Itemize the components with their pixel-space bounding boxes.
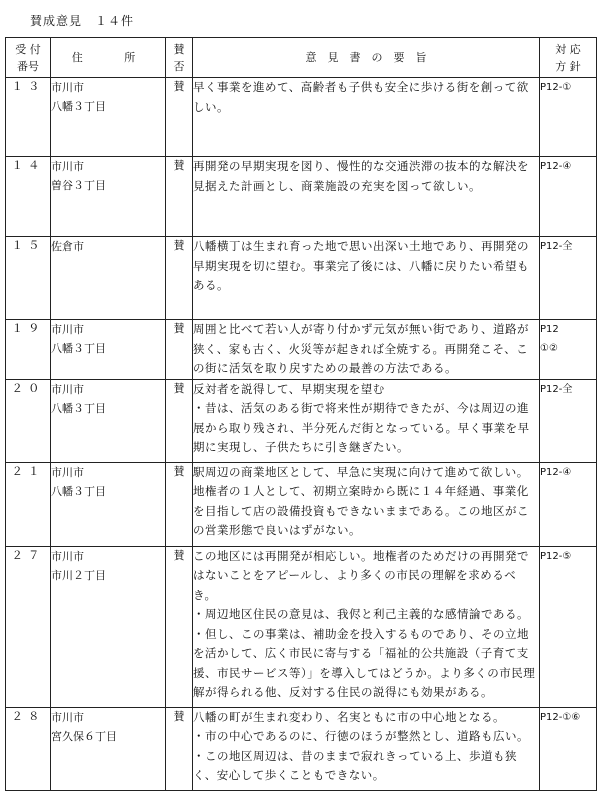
summary-paragraph: ・この地区周辺は、昔のままで寂れきっている上、歩道も狭く、安心して歩くこともできない。 — [193, 748, 517, 782]
stance: 賛 — [173, 709, 185, 723]
summary-cell — [193, 546, 540, 707]
address-cell — [51, 320, 166, 380]
address-line: 八幡３丁目 — [51, 342, 106, 355]
response-cell — [540, 379, 597, 462]
header-stance-line1: 賛 — [173, 42, 185, 56]
response-code: P12 — [540, 324, 559, 335]
header-response-line2: 方 針 — [555, 59, 581, 73]
address-line: 市川２丁目 — [51, 568, 106, 582]
address-line: 市川市 — [51, 382, 84, 396]
summary-paragraph: 駅周辺の商業地区として、早急に実現に向けて進めて欲しい。地権者の１人として、初期立案時から既に１４年経過、事業化を目指して店の設備投資もできないままである。この地区がこの営業形態で良いはずがない。 — [193, 464, 529, 537]
address-cell — [51, 157, 166, 237]
response-code: P12-全 — [540, 241, 573, 252]
receipt-no: １５ — [11, 238, 45, 252]
summary-paragraph: 早く事業を進めて、高齢者も子供も安全に歩ける街を創って欲しい。 — [193, 80, 529, 114]
address-line: 佐倉市 — [51, 240, 84, 253]
header-response — [540, 38, 597, 78]
header-stance — [166, 38, 193, 78]
address-cell — [51, 237, 166, 320]
receipt-no-cell — [6, 320, 51, 380]
stance: 賛 — [173, 381, 185, 395]
receipt-no-cell — [6, 237, 51, 320]
receipt-no: ２８ — [11, 708, 45, 723]
table-row — [6, 237, 597, 320]
opinion-table — [5, 37, 597, 791]
address-line: 八幡３丁目 — [51, 401, 106, 415]
response-code: P12-全 — [540, 383, 573, 395]
stance: 賛 — [173, 464, 185, 478]
response-code: P12-①⑥ — [540, 711, 581, 723]
summary-paragraph: 八幡の町が生まれ変わり、名実ともに市の中心地となる。 — [193, 709, 505, 724]
stance-cell — [166, 157, 193, 237]
summary-paragraph: ・昔は、活気のある街で将来性が期待できたが、今は周辺の進展から取り残され、半分死んだ街となっている。早く事業を早期に実現し、子供たちに引き継ぎたい。 — [193, 401, 530, 454]
address-cell — [51, 379, 166, 462]
stance: 賛 — [173, 548, 185, 562]
stance-cell — [166, 707, 193, 790]
receipt-no: １４ — [11, 158, 45, 172]
response-code: P12-④ — [540, 161, 572, 172]
summary-cell — [193, 462, 540, 546]
response-code: ①② — [540, 343, 558, 354]
response-cell — [540, 546, 597, 707]
header-response-line1: 対 応 — [555, 42, 581, 56]
address-line: 市川市 — [51, 710, 84, 724]
response-cell — [540, 707, 597, 790]
address-cell — [51, 546, 166, 707]
receipt-no-cell — [6, 78, 51, 157]
stance-cell — [166, 379, 193, 462]
receipt-no-cell — [6, 546, 51, 707]
receipt-no-cell — [6, 379, 51, 462]
receipt-no-cell — [6, 157, 51, 237]
response-code: P12-⑤ — [540, 550, 572, 562]
address-cell — [51, 78, 166, 157]
response-code: P12-④ — [540, 466, 572, 478]
response-code: P12-① — [540, 82, 572, 93]
summary-cell — [193, 379, 540, 462]
header-receipt-no — [6, 38, 51, 78]
summary-cell — [193, 237, 540, 320]
header-receipt-no-line2: 番号 — [17, 59, 39, 73]
table-row — [6, 320, 597, 380]
table-row — [6, 157, 597, 237]
header-summary: 意 見 書 の 要 旨 — [193, 38, 540, 78]
summary-paragraph: ・市の中心であるのに、行徳のほうが整然とし、道路も広い。 — [193, 729, 529, 743]
address-line: 曽谷３丁目 — [51, 179, 106, 192]
summary-paragraph: ・但し、この事業は、補助金を投入するものであり、その立地を活かして、広く市民に寄与する「福祉的公共施設（子育て支援、市民サービス等）」を導入してはどうか。より多くの市民理解が得られる他、反対する住民の説得にも効果がある。 — [193, 626, 536, 699]
summary-paragraph: この地区には再開発が相応しい。地権者のためだけの再開発ではないことをアピールし、より多くの市民の理解を求めるべき。 — [193, 548, 529, 602]
header-stance-line2: 否 — [173, 59, 185, 73]
summary-paragraph: ・周辺地区住民の意見は、我侭と利己主義的な感情論である。 — [193, 607, 529, 621]
receipt-no: １９ — [11, 321, 45, 335]
table-row — [6, 707, 597, 790]
stance-cell — [166, 78, 193, 157]
response-cell — [540, 78, 597, 157]
stance-cell — [166, 237, 193, 320]
response-cell — [540, 462, 597, 546]
receipt-no: ２０ — [11, 380, 45, 395]
address-line: 市川市 — [51, 160, 84, 173]
receipt-no: ２１ — [11, 463, 45, 478]
stance-cell — [166, 546, 193, 707]
response-cell — [540, 157, 597, 237]
address-line: 市川市 — [51, 465, 84, 479]
address-line: 八幡３丁目 — [51, 484, 106, 498]
header-address: 住 所 — [51, 38, 166, 78]
summary-paragraph: 八幡横丁は生まれ育った地で思い出深い土地であり、再開発の早期実現を切に望む。事業完了後には、八幡に戻りたい希望もある。 — [193, 239, 529, 292]
table-row — [6, 379, 597, 462]
page-title: 賛成意見 １４件 — [30, 14, 135, 28]
summary-paragraph: 周囲と比べて若い人が寄り付かず元気が無い街であり、道路が狭く、家も古く、火災等が起きれば全焼する。再開発こそ、この街に活気を取り戻すための最善の方法である。 — [193, 322, 529, 375]
stance: 賛 — [173, 239, 185, 252]
receipt-no: ２７ — [11, 547, 45, 562]
receipt-no: １３ — [11, 79, 45, 93]
response-cell — [540, 237, 597, 320]
address-line: 市川市 — [51, 81, 84, 94]
stance-cell — [166, 462, 193, 546]
response-cell — [540, 320, 597, 380]
address-line: 八幡３丁目 — [51, 100, 106, 113]
stance: 賛 — [173, 80, 185, 93]
summary-paragraph: 再開発の早期実現を図り、慢性的な交通渋滞の抜本的な解決を見据えた計画とし、商業施設の充実を図って欲しい。 — [193, 159, 529, 193]
summary-paragraph: 反対者を説得して、早期実現を望む — [193, 381, 385, 396]
stance: 賛 — [173, 159, 185, 172]
table-row — [6, 462, 597, 546]
summary-cell — [193, 78, 540, 157]
summary-cell — [193, 707, 540, 790]
address-line: 宮久保６丁目 — [51, 729, 117, 743]
table-row — [6, 78, 597, 157]
address-line: 市川市 — [51, 549, 84, 563]
receipt-no-cell — [6, 462, 51, 546]
table-header-row — [6, 38, 597, 78]
address-cell — [51, 707, 166, 790]
stance: 賛 — [173, 322, 185, 335]
receipt-no-cell — [6, 707, 51, 790]
summary-cell — [193, 320, 540, 380]
header-receipt-no-line1: 受 付 — [15, 42, 41, 56]
summary-cell — [193, 157, 540, 237]
address-line: 市川市 — [51, 323, 84, 336]
table-row — [6, 546, 597, 707]
stance-cell — [166, 320, 193, 380]
address-cell — [51, 462, 166, 546]
